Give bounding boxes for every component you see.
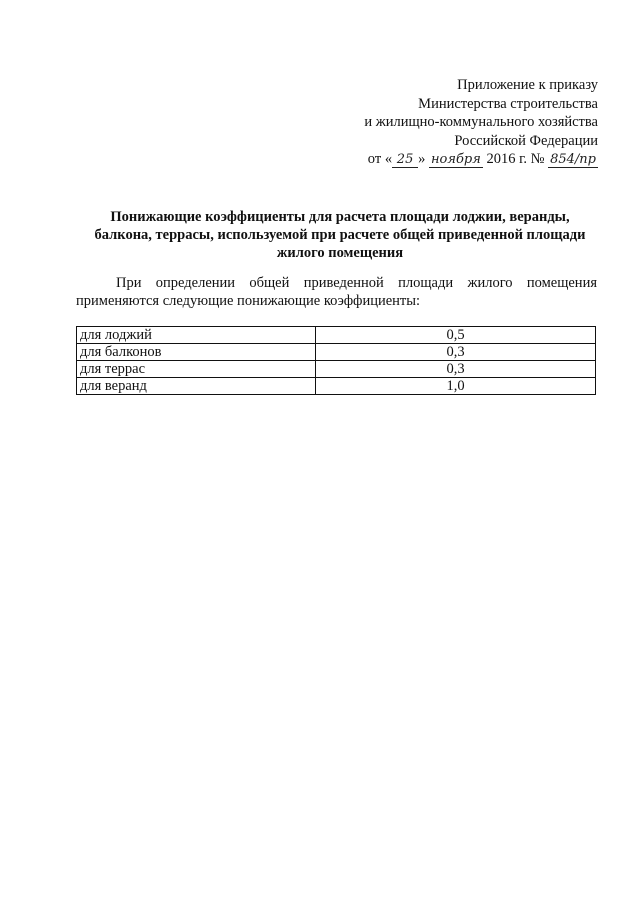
appendix-line-4: Российской Федерации	[454, 132, 598, 149]
appendix-line-1: Приложение к приказу	[457, 77, 598, 93]
intro-paragraph	[76, 274, 597, 310]
order-date-line	[364, 150, 598, 169]
appendix-line-2: Министерства строительства	[418, 95, 598, 112]
row-value: 0,3	[316, 361, 596, 378]
handwritten-order-number: 854/пр	[550, 152, 596, 167]
table-row	[77, 378, 596, 395]
title-line-2: балкона, террасы, используемой при расчете общей приведенной площади	[94, 227, 586, 243]
intro-line-1: При определении общей приведенной площади жилого помещения	[116, 275, 597, 291]
intro-line-2: применяются следующие понижающие коэффициенты:	[76, 293, 421, 309]
row-value: 0,5	[316, 327, 596, 344]
handwritten-day: 25	[392, 153, 418, 168]
title-line-1: Понижающие коэффициенты для расчета площади лоджии, веранды,	[110, 209, 570, 225]
row-label: для лоджий	[77, 327, 316, 344]
table-row	[77, 344, 596, 361]
table-row	[77, 361, 596, 378]
row-value: 0,3	[316, 344, 596, 361]
row-value: 1,0	[316, 378, 596, 395]
row-label: для веранд	[77, 378, 316, 395]
appendix-line-3: и жилищно-коммунального хозяйства	[364, 114, 598, 130]
row-label: для балконов	[77, 344, 316, 361]
date-mid: »	[418, 151, 426, 167]
row-label: для террас	[77, 361, 316, 378]
table-row	[77, 327, 596, 344]
coefficients-table	[76, 326, 596, 395]
date-prefix: от «	[367, 151, 393, 167]
document-title	[80, 208, 600, 262]
title-line-3: жилого помещения	[276, 245, 404, 261]
year-and-number-label: 2016 г. №	[486, 151, 545, 167]
handwritten-month: ноября	[430, 152, 481, 167]
appendix-header	[364, 76, 598, 169]
